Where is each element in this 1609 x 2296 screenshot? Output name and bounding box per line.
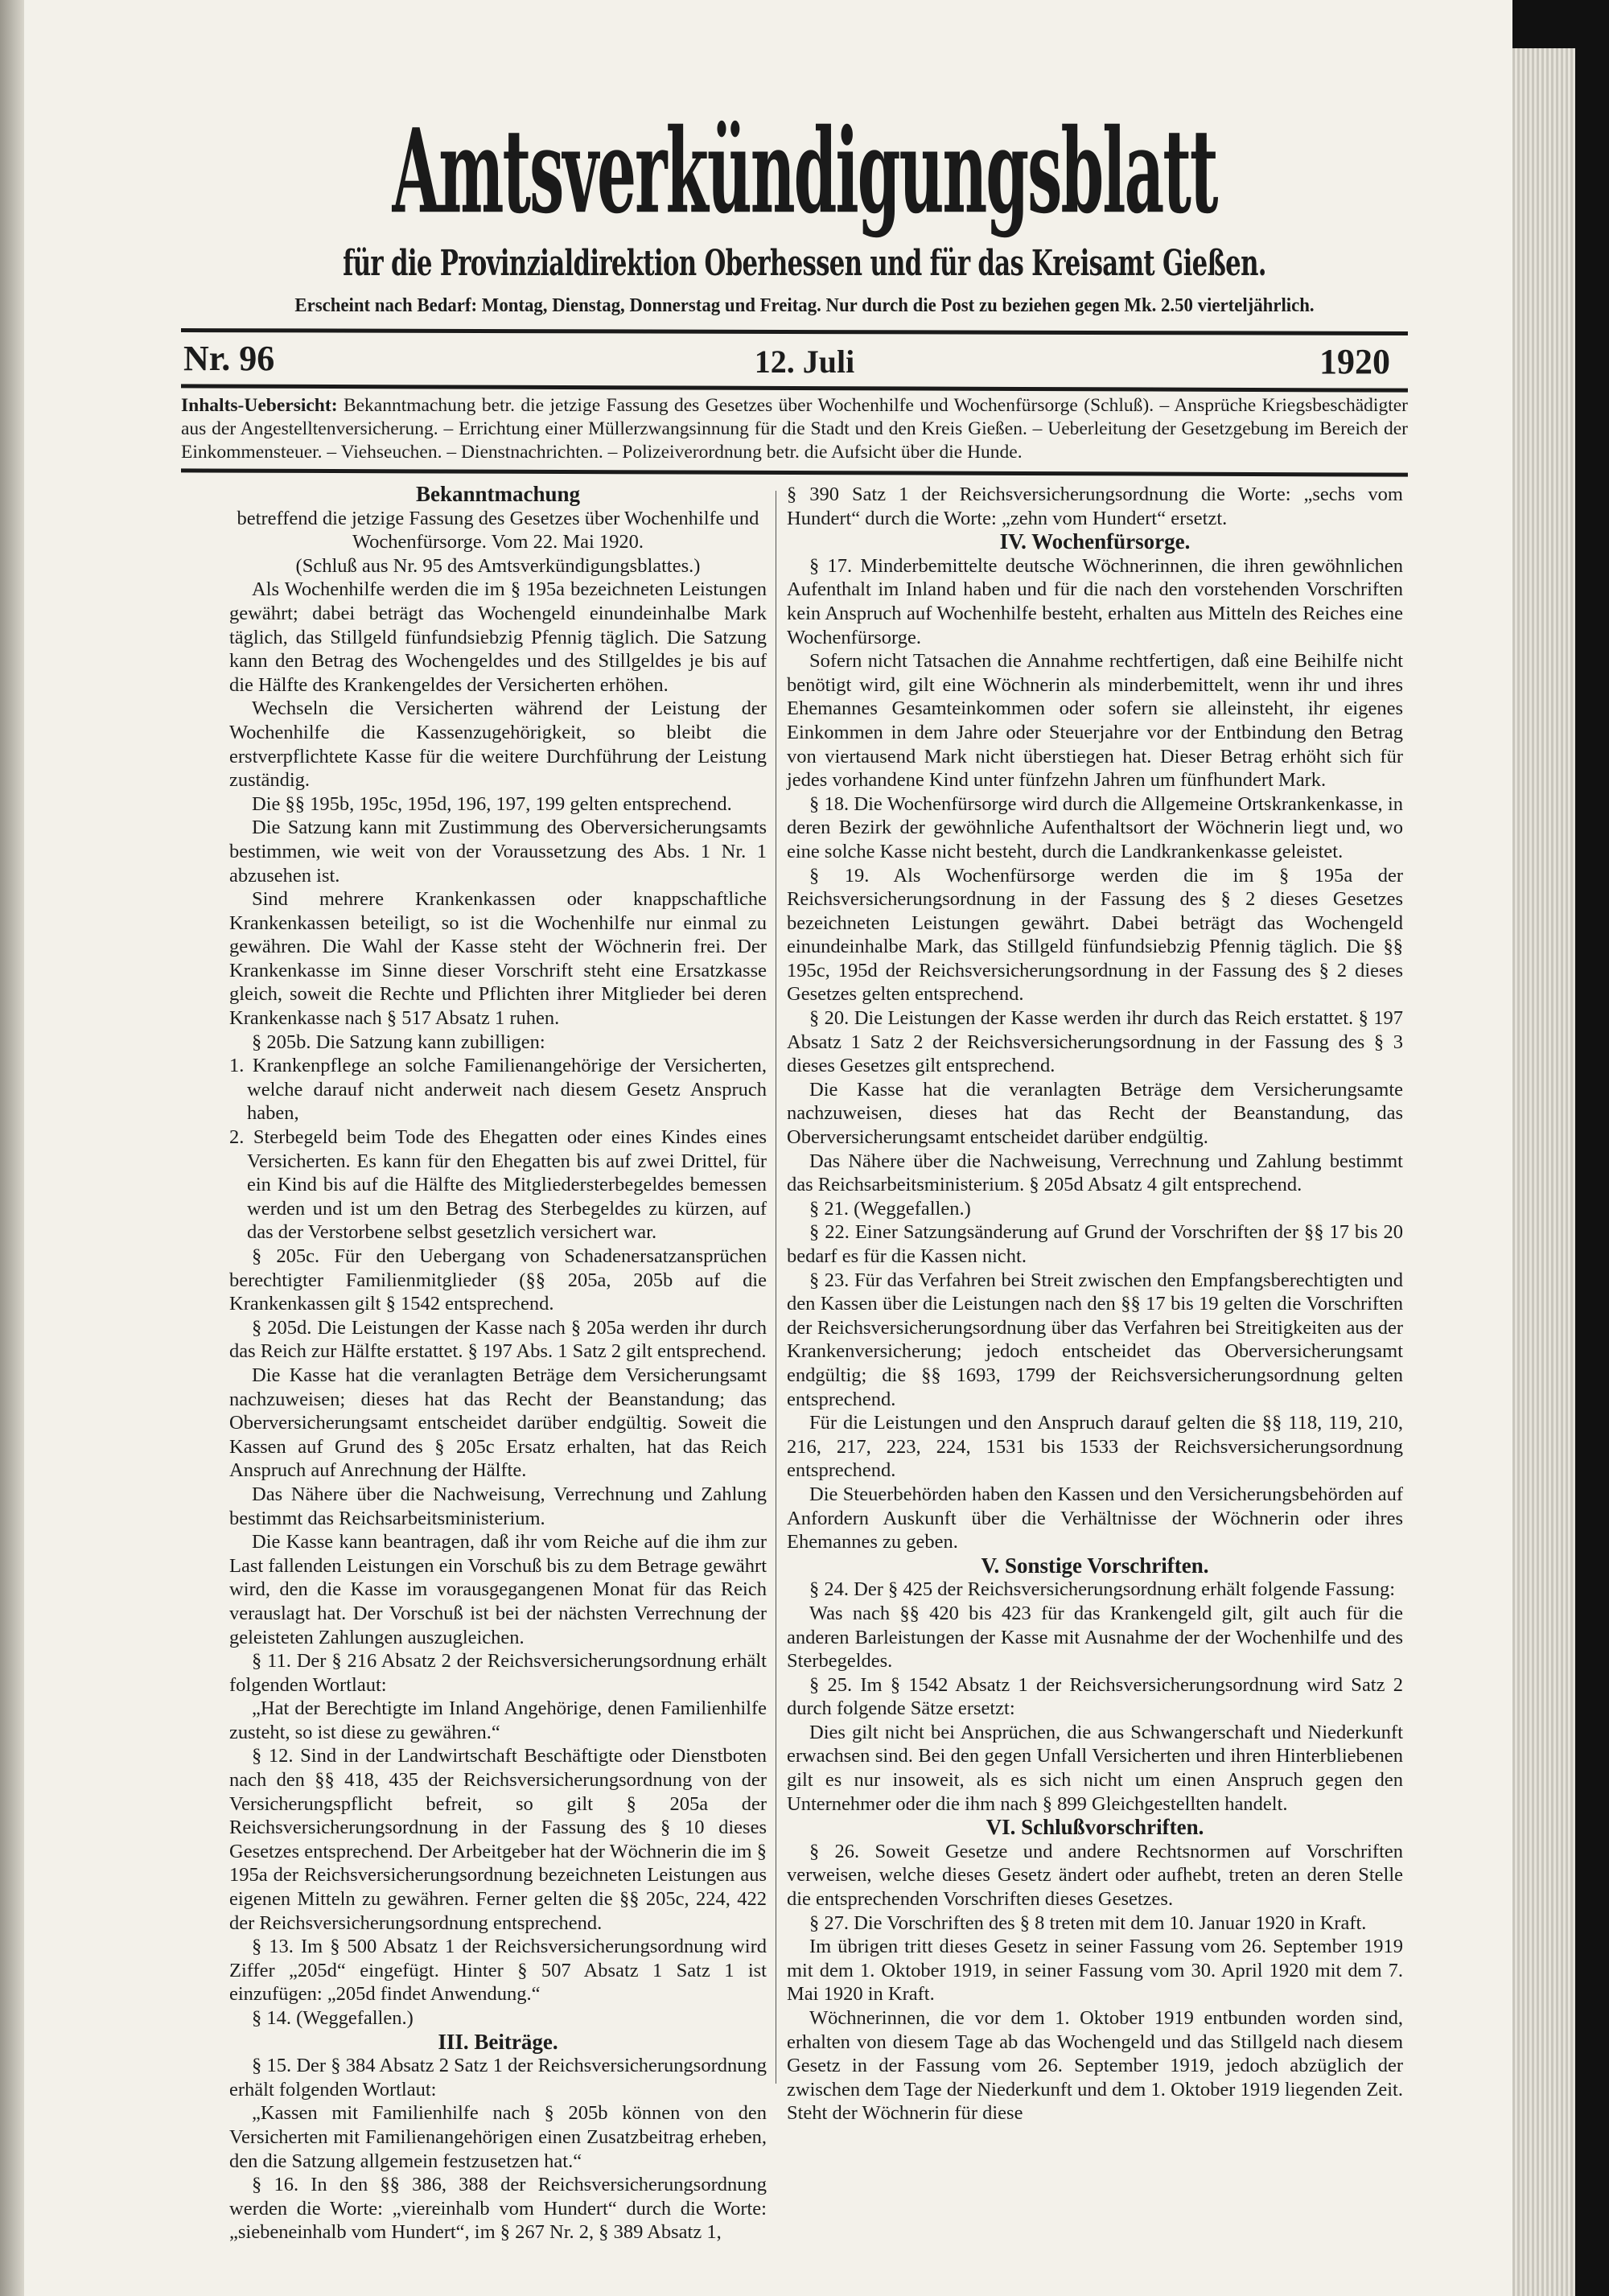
book-gutter	[0, 0, 24, 2296]
contents-text: Bekanntmachung betr. die jetzige Fassung des Gesetzes über Wochenhilfe und Wochenfürsorge (Schluß). – Ansprüche Kriegsbeschädigter aus der Angestelltenversicherung. – Errichtung einer Müllerzwangsinnung für die Stadt und den Kreis Gießen. – Ueberleitung der Gesetzgebung im Bereich der Einkommensteuer. – Viehseuchen. – Dienstnachrichten. – Polizeiverordnung betr. die Aufsicht über die Hunde.	[181, 395, 1408, 463]
paragraph: § 25. Im § 1542 Absatz 1 der Reichsversicherungsordnung wird Satz 2 durch folgende Sätze ersetzt:	[787, 1673, 1403, 1720]
section-heading: III. Beiträge.	[438, 2029, 558, 2054]
paragraph: Sind mehrere Krankenkassen oder knappschaftliche Krankenkassen beteiligt, so ist die Wochenhilfe nur einmal zu gewähren. Die Wahl der Kasse steht der Wöchnerin frei. Der Krankenkasse im Sinne dieser Vorschrift steht eine Ersatzkasse gleich, soweit die Rechte und Pflichten ihrer Mitglieder bei deren Krankenkasse nach § 517 Absatz 1 ruhen.	[229, 888, 767, 1030]
issue-number: Nr. 96	[183, 339, 275, 378]
scan-background	[1575, 0, 1609, 2296]
table-of-contents	[181, 394, 1408, 464]
paragraph: § 17. Minderbemittelte deutsche Wöchnerinnen, die ihren gewöhnlichen Aufenthalt im Inland haben und für die nach den vorstehenden Vorschriften kein Anspruch auf Wochenhilfe besteht, erhalten aus Mitteln des Reiches eine Wochenfürsorge.	[787, 554, 1403, 648]
right-column	[787, 483, 1403, 2125]
paragraph: Die Kasse hat die veranlagten Beträge dem Versicherungsamte nachzuweisen, dieses hat das Recht der Beanstandung, das Oberversicherungsamt entscheidet darüber endgültig.	[787, 1078, 1403, 1149]
paragraph: Die §§ 195b, 195c, 195d, 196, 197, 199 gelten entsprechend.	[252, 792, 732, 815]
paragraph: Im übrigen tritt dieses Gesetz in seiner Fassung vom 26. September 1919 mit dem 1. Oktober 1919, in seiner Fassung vom 30. April 1920 mit dem 7. Mai 1920 in Kraft.	[787, 1936, 1403, 2006]
paragraph: § 18. Die Wochenfürsorge wird durch die Allgemeine Ortskrankenkasse, in deren Bezirk der gewöhnliche Aufenthaltsort der Wöchnerin liegt und, wo eine solche Kasse nicht besteht, durch die Landkrankenkasse geleistet.	[787, 792, 1403, 862]
divider	[181, 468, 1408, 476]
paragraph: Die Kasse hat die veranlagten Beträge dem Versicherungsamt nachzuweisen; dieses hat das Recht der Beanstandung; das Oberversicherungsamt entscheidet darüber endgültig. Soweit die Kassen auf Grund des § 205c Ersatz erhalten, hat das Reich Anspruch auf Anrechnung der Hälfte.	[229, 1364, 767, 1482]
issue-year: 1920	[1319, 342, 1390, 381]
left-column	[229, 483, 767, 2245]
paragraph: Sofern nicht Tatsachen die Annahme rechtfertigen, daß eine Beihilfe nicht benötigt wird, gilt eine Wöchnerin als minderbemittelt, wenn ihr und ihres Ehemannes Gesamteinkommen oder sofern sie alleinsteht, ihr eigenes Einkommen in dem Jahre oder Steuerjahre vor der Entbindung den Betrag von viertausend Mark nicht überstiegen hat. Dieser Betrag erhöht sich für jedes vorhandene Kind unter fünfzehn Jahren um fünfhundert Mark.	[787, 650, 1403, 792]
paragraph: Für die Leistungen und den Anspruch darauf gelten die §§ 118, 119, 210, 216, 217, 223, 224, 1531 bis 1533 der Reichsversicherungsordnung entsprechend.	[787, 1412, 1403, 1482]
publication-notice: Erscheint nach Bedarf: Montag, Dienstag, Donnerstag und Freitag. Nur durch die Post zu beziehen gegen Mk. 2.50 vierteljährlich.	[294, 295, 1315, 316]
paragraph: Was nach §§ 420 bis 423 für das Krankengeld gilt, gilt auch für die anderen Barleistungen der Kasse mit Ausnahme der der Wochenhilfe und des Sterbegeldes.	[787, 1602, 1403, 1673]
section-heading: IV. Wochenfürsorge.	[999, 529, 1191, 554]
paragraph: § 12. Sind in der Landwirtschaft Beschäftigte oder Dienstboten nach den §§ 418, 435 der Reichsversicherungsordnung von der Versicherungspflicht befreit, so gilt § 205a der Reichsversicherungsordnung in der Fassung des § 10 dieses Gesetzes entsprechend. Der Arbeitgeber hat der Wöchnerin die im § 195a der Reichsversicherungsordnung bezeichneten Leistungen aus eigenen Mitteln zu gewähren. Ferner gelten die §§ 205c, 224, 422 der Reichsversicherungsordnung entsprechend.	[229, 1745, 767, 1934]
paragraph: Als Wochenhilfe werden die im § 195a bezeichneten Leistungen gewährt; dabei beträgt das Wochengeld einundeinhalbe Mark täglich, das Stillgeld fünfundsiebzig Pfennig täglich. Die Satzung kann den Betrag des Wochengeldes und des Stillgeldes je bis auf die Hälfte des Krankengeldes der Versicherten erhöhen.	[229, 578, 767, 696]
paragraph: § 390 Satz 1 der Reichsversicherungsordnung die Worte: „sechs vom Hundert“ durch die Worte: „zehn vom Hundert“ ersetzt.	[787, 483, 1403, 529]
divider	[181, 328, 1408, 335]
list-item: 2. Sterbegeld beim Tode des Ehegatten oder eines Kindes eines Versicherten. Es kann für den Ehegatten bis auf zwei Drittel, für ein Kind bis auf die Hälfte des Mitgliedersterbegeldes bemessen werden und ist um den Betrag des Sterbegeldes zu kürzen, auf das der Verstorbene selbst gesetzlich versichert war.	[229, 1126, 767, 1244]
paragraph: Das Nähere über die Nachweisung, Verrechnung und Zahlung bestimmt das Reichsarbeitsministerium. § 205d Absatz 4 gilt entsprechend.	[787, 1150, 1403, 1196]
paragraph: Das Nähere über die Nachweisung, Verrechnung und Zahlung bestimmt das Reichsarbeitsministerium.	[229, 1483, 767, 1529]
paragraph: § 205c. Für den Uebergang von Schadenersatzansprüchen berechtigter Familienmitglieder (§§ 205a, 205b auf die Krankenkassen gilt § 1542 entsprechend.	[229, 1245, 767, 1315]
masthead-subtitle: für die Provinzialdirektion Oberhessen und für das Kreisamt Gießen.	[343, 243, 1266, 284]
paragraph: § 13. Im § 500 Absatz 1 der Reichsversicherungsordnung wird Ziffer „205d“ eingefügt. Hinter § 507 Absatz 1 Satz 1 ist einzufügen: „205d findet Anwendung.“	[229, 1936, 767, 2006]
paragraph: Die Kasse kann beantragen, daß ihr vom Reiche auf die ihm zur Last fallenden Leistungen ein Vorschuß bis zu dem Betrage gewährt wird, den die Kasse im vorausgegangenen Monat für das Reich verauslagt hat. Der Vorschuß ist bei der nächsten Verrechnung der geleisteten Zahlungen auszugleichen.	[229, 1531, 767, 1648]
scan-background	[1512, 0, 1577, 48]
paragraph: § 23. Für das Verfahren bei Streit zwischen den Empfangsberechtigten und den Kassen über die Leistungen nach den §§ 17 bis 19 gelten die Vorschriften der Reichsversicherungsordnung über das Verfahren bei Streitigkeiten aus der Krankenversicherung; jedoch entscheidet das Oberversicherungsamt endgültig; die §§ 1693, 1799 der Reichsversicherungsordnung gelten entsprechend.	[787, 1269, 1403, 1410]
paragraph: § 20. Die Leistungen der Kasse werden ihr durch das Reich erstattet. § 197 Absatz 1 Satz 2 der Reichsversicherungsordnung in der Fassung des § 3 dieses Gesetzes gilt entsprechend.	[787, 1007, 1403, 1077]
paragraph: § 22. Einer Satzungsänderung auf Grund der Vorschriften der §§ 17 bis 20 bedarf es für die Kassen nicht.	[787, 1221, 1403, 1267]
section-heading: V. Sonstige Vorschriften.	[981, 1553, 1209, 1578]
paragraph: § 21. (Weggefallen.)	[809, 1197, 971, 1220]
paragraph: Wöchnerinnen, die vor dem 1. Oktober 1919 entbunden worden sind, erhalten von diesem Tage ab das Wochengeld und das Stillgeld nach diesem Gesetz in der Fassung vom 26. September 1919, jedoch abzüglich der zwischen dem Tage der Niederkunft und dem 1. Oktober 1919 liegenden Zeit. Steht der Wöchnerin für diese	[787, 2007, 1403, 2125]
section-heading: VI. Schlußvorschriften.	[986, 1815, 1204, 1840]
paragraph: Wechseln die Versicherten während der Leistung der Wochenhilfe die Kassenzugehörigkeit, so bleibt die erstverpflichtete Kasse für die weitere Durchführung der Leistung zuständig.	[229, 697, 767, 792]
paragraph: „Kassen mit Familienhilfe nach § 205b können von den Versicherten mit Familienangehörigen einen Zusatzbeitrag erheben, den die Satzung allgemein festzusetzen hat.“	[229, 2102, 767, 2172]
paragraph: § 11. Der § 216 Absatz 2 der Reichsversicherungsordnung erhält folgenden Wortlaut:	[229, 1650, 767, 1696]
paragraph: § 26. Soweit Gesetze und andere Rechtsnormen auf Vorschriften verweisen, welche dieses Gesetz ändert oder aufhebt, treten an deren Stelle die entsprechenden Vorschriften dieses Gesetzes.	[787, 1840, 1403, 1911]
paragraph: § 205d. Die Leistungen der Kasse nach § 205a werden ihr durch das Reich zur Hälfte erstattet. § 197 Abs. 1 Satz 2 gilt entsprechend.	[229, 1316, 767, 1363]
paragraph: § 205b. Die Satzung kann zubilligen:	[252, 1031, 545, 1053]
paragraph: § 15. Der § 384 Absatz 2 Satz 1 der Reichsversicherungsordnung erhält folgenden Wortlaut:	[229, 2055, 767, 2101]
masthead-title: Amtsverkündigungsblatt	[392, 103, 1217, 240]
article-subheading: betreffend die jetzige Fassung des Gesetzes über Wochenhilfe und Wochenfürsorge. Vom 22. Mai 1920.	[237, 507, 759, 553]
continuation-note: (Schluß aus Nr. 95 des Amtsverkündigungsblattes.)	[295, 554, 701, 577]
article-heading: Bekanntmachung	[415, 482, 581, 506]
paragraph: § 24. Der § 425 der Reichsversicherungsordnung erhält folgende Fassung:	[809, 1578, 1396, 1601]
paragraph: § 19. Als Wochenfürsorge werden die im § 195a der Reichsversicherungsordnung in der Fassung des § 2 dieses Gesetzes bezeichneten Leistungen gewährt. Dabei beträgt das Wochengeld einundeinhalbe Mark, das Stillgeld fünfundsiebzig Pfennig täglich. Die §§ 195c, 195d der Reichsversicherungsordnung in der Fassung des § 2 dieses Gesetzes gelten entsprechend.	[787, 864, 1403, 1006]
paragraph: Die Steuerbehörden haben den Kassen und den Versicherungsbehörden auf Anfordern Auskunft über die Verhältnisse der Wöchnerin oder ihres Ehemannes zu geben.	[787, 1483, 1403, 1553]
paragraph: „Hat der Berechtigte im Inland Angehörige, denen Familienhilfe zusteht, so ist diese zu gewähren.“	[229, 1697, 767, 1743]
paragraph: Dies gilt nicht bei Ansprüchen, die aus Schwangerschaft und Niederkunft erwachsen sind. Bei den gegen Unfall Versicherten und ihren Hinterbliebenen gilt es nur insoweit, als es sich nicht um einen Anspruch gegen den Unternehmer oder die ihm nach § 899 Gleichgestellten handelt.	[787, 1721, 1403, 1815]
list-item: 1. Krankenpflege an solche Familienangehörige der Versicherten, welche darauf nicht anderweit nach diesem Gesetz Anspruch haben,	[229, 1055, 767, 1125]
divider	[181, 384, 1408, 392]
issue-date: 12. Juli	[754, 344, 855, 380]
paragraph: Die Satzung kann mit Zustimmung des Oberversicherungsamts bestimmen, wie weit von der Voraussetzung des Abs. 1 Nr. 1 abzusehen ist.	[229, 817, 767, 887]
page-edges	[1512, 48, 1581, 2296]
contents-label: Inhalts-Uebersicht:	[181, 395, 338, 416]
paragraph: § 14. (Weggefallen.)	[252, 2007, 414, 2029]
paragraph: § 16. In den §§ 386, 388 der Reichsversicherungsordnung werden die Worte: „viereinhalb vom Hundert“ durch die Worte: „siebeneinhalb vom Hundert“, im § 267 Nr. 2, § 389 Absatz 1,	[229, 2174, 767, 2244]
paragraph: § 27. Die Vorschriften des § 8 treten mit dem 10. Januar 1920 in Kraft.	[809, 1911, 1367, 1934]
